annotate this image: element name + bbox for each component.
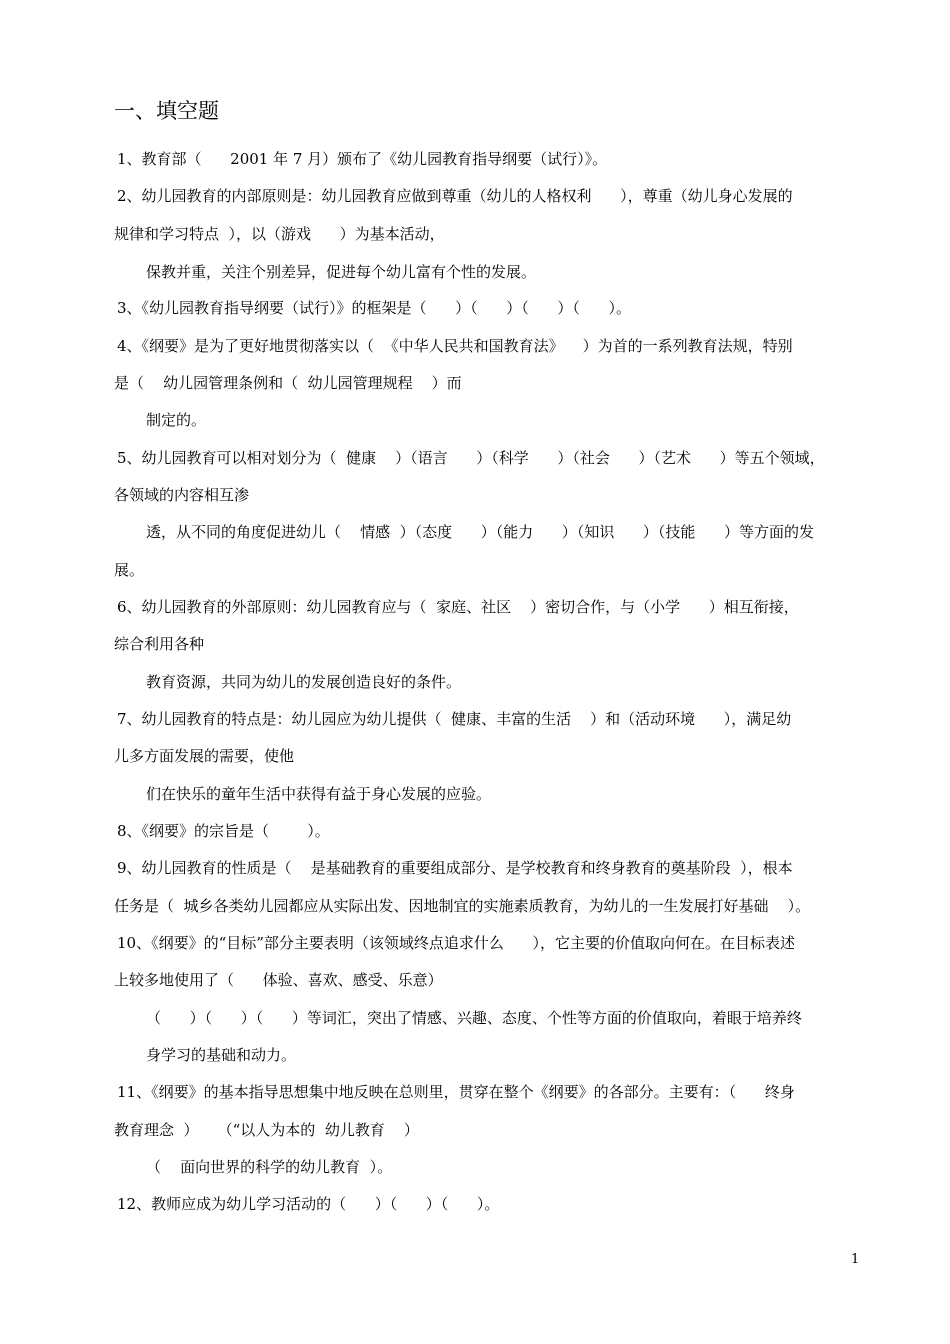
question-10: 10、《纲要》的“目标”部分主要表明（该领域终点追求什么 ），它主要的价值取向何在。在目标表述 (117, 934, 796, 952)
section-title: 一、填空题 (114, 99, 219, 123)
question-6: 6、幼儿园教育的外部原则：幼儿园教育应与（ 家庭、社区 ）密切合作，与（小学 ）相互衔接， (117, 598, 799, 616)
question-2-line-2: 规律和学习特点 ），以（游戏 ）为基本活动， (114, 225, 445, 243)
question-7: 7、幼儿园教育的特点是：幼儿园应为幼儿提供（ 健康、丰富的生活 ）和（活动环境 ），满足幼 (117, 710, 792, 728)
question-5-line-4: 展。 (114, 561, 145, 579)
question-5: 5、幼儿园教育可以相对划分为（ 健康 ）（语言 ）（科学 ）（社会 ）（艺术 ）等五个领域， (117, 449, 825, 467)
question-10-line-3: （ ）（ ）（ ）等词汇，突出了情感、兴趣、态度、个性等方面的价值取向，着眼于培养终 (146, 1009, 802, 1027)
question-2-line-3: 保教并重，关注个别差异，促进每个幼儿富有个性的发展。 (146, 263, 537, 281)
question-6-line-3: 教育资源，共同为幼儿的发展创造良好的条件。 (146, 673, 462, 691)
question-4: 4、《纲要》是为了更好地贯彻落实以（ 《中华人民共和国教育法》 ）为首的一系列教育法规，特别 (117, 337, 793, 355)
question-8: 8、《纲要》的宗旨是（ ）。 (117, 822, 330, 840)
question-3: 3、《幼儿园教育指导纲要（试行）》的框架是（ ）（ ）（ ）（ ）。 (117, 299, 631, 317)
question-2: 2、幼儿园教育的内部原则是：幼儿园教育应做到尊重（幼儿的人格权利 ），尊重（幼儿身心发展的 (117, 187, 793, 205)
question-10-line-4: 身学习的基础和动力。 (146, 1046, 297, 1064)
question-7-line-2: 儿多方面发展的需要，使他 (114, 747, 295, 765)
question-6-line-2: 综合利用各种 (114, 635, 205, 653)
question-12: 12、教师应成为幼儿学习活动的（ ）（ ）（ ）。 (117, 1195, 500, 1213)
question-11-line-2: 教育理念 ） （“以人为本的 幼儿教育 ） (114, 1121, 419, 1139)
question-10-line-2: 上较多地使用了（ 体验、喜欢、感受、乐意） (114, 971, 443, 989)
question-11: 11、《纲要》的基本指导思想集中地反映在总则里，贯穿在整个《纲要》的各部分。主要有：（ 终身 (117, 1083, 795, 1101)
page-number: 1 (851, 1252, 860, 1267)
question-4-line-3: 制定的。 (146, 411, 207, 429)
question-5-line-3: 透，从不同的角度促进幼儿（ 情感 ）（态度 ）（能力 ）（知识 ）（技能 ）等方面的发 (146, 523, 815, 541)
question-11-line-3: （ 面向世界的科学的幼儿教育 ）。 (146, 1158, 393, 1176)
question-5-line-2: 各领域的内容相互渗 (114, 486, 250, 504)
question-1: 1、教育部（ 2001 年 7 月）颁布了《幼儿园教育指导纲要（试行）》。 (117, 150, 608, 168)
question-9-line-2: 任务是（ 城乡各类幼儿园都应从实际出发、因地制宜的实施素质教育，为幼儿的一生发展打好基础 ）。 (114, 897, 811, 915)
question-4-line-2: 是（ 幼儿园管理条例和（ 幼儿园管理规程 ）而 (114, 374, 462, 392)
question-9: 9、幼儿园教育的性质是（ 是基础教育的重要组成部分、是学校教育和终身教育的奠基阶段 ），根本 (117, 859, 793, 877)
question-7-line-3: 们在快乐的童年生活中获得有益于身心发展的应验。 (146, 785, 492, 803)
